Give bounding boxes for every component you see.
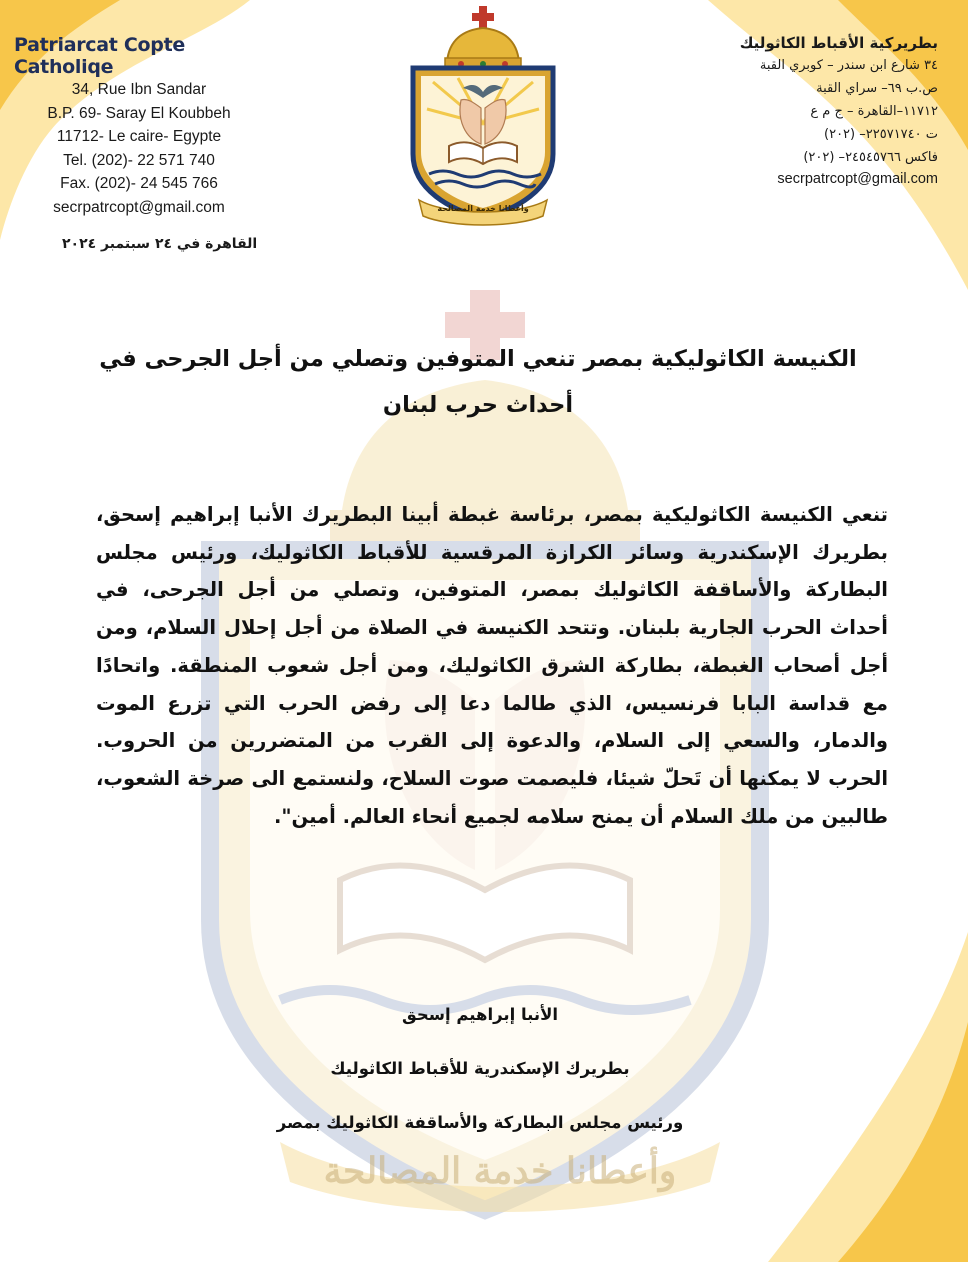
emblem-motto-small: وأعطانا خدمة المصالحة — [437, 204, 529, 213]
motto-watermark-text: وأعطانا خدمة المصالحة — [323, 1150, 677, 1192]
patriarchate-emblem-logo — [403, 4, 563, 226]
address-line-3: 11712- Le caire- Egypte — [56, 128, 222, 145]
email-fr: secrpatrcopt@gmail.com — [53, 198, 225, 216]
document-body: تنعي الكنيسة الكاثوليكية بمصر، برئاسة غبطة أبينا البطريرك الأنبا إبراهيم إسحق، بطريرك الإسكندرية وسائر الكرازة المرقسية للأقباط الكاثوليك، ورئيس مجلس البطاركة والأساقفة الكاثوليك بمصر، المتوفين، وتصلي من أجل الجرحى، في أحداث الحرب الجارية بلبنان. وتتحد الكنيسة في الصلاة من أجل إحلال السلام، ومن أجل أصحاب الغبطة، بطاركة الشرق الكاثوليك، ومن أجل شعوب المنطقة. واتحادًا مع قداسة البابا فرنسيس، الذي طالما دعا إلى رفض الحرب التي تزرع الموت والدمار، والسعي إلى السلام، والدعوة إلى القرب من المتضررين من الحروب. الحرب لا يمكنها أن تَحلّ شيئا، فليصمت صوت السلاح، ولنستمع الى صرخة الشعوب، طالبين من ملك السلام أن يمنح سلامه لجميع أنحاء العالم. أمين". — [96, 503, 888, 828]
org-name-ar: بطريركية الأقباط الكاثوليك — [739, 34, 938, 52]
signatory-role-1: بطريرك الإسكندرية للأقباط الكاثوليك — [330, 1059, 630, 1078]
tel-ar: ت ٢٢٥٧١٧٤٠– (٢٠٢) — [824, 127, 938, 142]
email-ar: secrpatrcopt@gmail.com — [777, 171, 938, 187]
address-line-3-ar: ١١٧١٢–القاهرة – ج م ع — [810, 104, 938, 119]
fax-fr: Fax. (202)- 24 545 766 — [60, 175, 218, 192]
signature-block — [180, 988, 780, 1150]
bottom-right-corner-decoration — [768, 932, 968, 1262]
org-name-fr: Patriarcat Copte Catholiqe — [14, 34, 185, 78]
document-date: القاهرة في ٢٤ سبتمبر ٢٠٢٤ — [62, 236, 258, 252]
header-right — [698, 34, 938, 187]
tel-fr: Tel. (202)- 22 571 740 — [63, 151, 215, 169]
document-title: الكنيسة الكاثوليكية بمصر تنعي المتوفين وتصلي من أجل الجرحى في أحداث حرب لبنان — [99, 346, 857, 418]
header-left — [14, 34, 254, 219]
address-line-2-ar: ص.ب ٦٩– سراي القبة — [816, 81, 938, 96]
address-line-2: B.P. 69- Saray El Koubbeh — [47, 104, 231, 122]
signatory-role-2: ورئيس مجلس البطاركة والأساقفة الكاثوليك بمصر — [276, 1113, 684, 1132]
signatory-name: الأنبا إبراهيم إسحق — [401, 1005, 559, 1024]
address-line-1: 34, Rue Ibn Sandar — [71, 81, 207, 98]
fax-ar: فاكس ٢٤٥٤٥٧٦٦– (٢٠٢) — [803, 150, 938, 165]
address-line-1-ar: ٣٤ شارع ابن سندر – كوبري القبة — [759, 58, 938, 73]
